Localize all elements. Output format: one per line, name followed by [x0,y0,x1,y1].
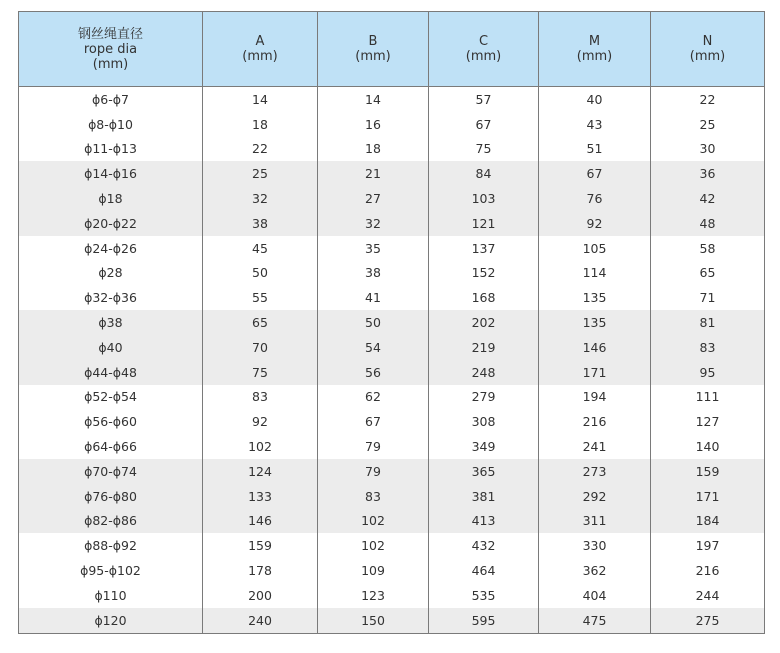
header-line: C [478,34,489,49]
n-cell: 22 [651,87,765,112]
n-cell: 36 [651,161,765,186]
rope-dia-cell: ϕ52-ϕ54 [19,385,203,410]
header-a [203,12,318,87]
n-cell: 30 [651,137,765,162]
table-row [19,261,765,286]
rope-dia-cell: ϕ76-ϕ80 [19,484,203,509]
c-cell: 84 [429,161,539,186]
rope-dia-cell: ϕ14-ϕ16 [19,161,203,186]
b-cell: 79 [318,459,429,484]
m-cell: 135 [539,310,651,335]
header-b [318,12,429,87]
header-line: (mm) [92,56,129,72]
m-cell: 292 [539,484,651,509]
c-cell: 137 [429,236,539,261]
a-cell: 83 [203,385,318,410]
b-cell: 38 [318,261,429,286]
c-cell: 121 [429,211,539,236]
table-row [19,509,765,534]
rope-dia-cell: ϕ28 [19,261,203,286]
header-m [539,12,651,87]
rope-dia-cell: ϕ110 [19,583,203,608]
rope-dia-cell: ϕ95-ϕ102 [19,558,203,583]
a-cell: 124 [203,459,318,484]
a-cell: 146 [203,509,318,534]
header-line: rope dia [83,41,138,57]
rope-dimension-table [18,11,765,634]
a-cell: 65 [203,310,318,335]
table-row [19,533,765,558]
table-row [19,583,765,608]
c-cell: 595 [429,608,539,633]
a-cell: 240 [203,608,318,633]
header-c [429,12,539,87]
m-cell: 92 [539,211,651,236]
table-row [19,608,765,633]
rope-dia-cell: ϕ82-ϕ86 [19,509,203,534]
c-cell: 279 [429,385,539,410]
m-cell: 51 [539,137,651,162]
header-line: (mm) [576,49,613,64]
m-cell: 330 [539,533,651,558]
b-cell: 35 [318,236,429,261]
m-cell: 241 [539,434,651,459]
m-cell: 362 [539,558,651,583]
rope-dia-cell: ϕ11-ϕ13 [19,137,203,162]
table-row [19,87,765,112]
a-cell: 14 [203,87,318,112]
table-row [19,434,765,459]
table-row [19,310,765,335]
b-cell: 56 [318,360,429,385]
header-n [651,12,765,87]
table-row [19,211,765,236]
table-row [19,484,765,509]
b-cell: 123 [318,583,429,608]
rope-dia-cell: ϕ24-ϕ26 [19,236,203,261]
b-cell: 16 [318,112,429,137]
b-cell: 79 [318,434,429,459]
a-cell: 75 [203,360,318,385]
table-row [19,161,765,186]
n-cell: 216 [651,558,765,583]
a-cell: 70 [203,335,318,360]
table-row [19,409,765,434]
n-cell: 48 [651,211,765,236]
a-cell: 18 [203,112,318,137]
m-cell: 171 [539,360,651,385]
rope-dia-cell: ϕ64-ϕ66 [19,434,203,459]
n-cell: 81 [651,310,765,335]
c-cell: 168 [429,285,539,310]
m-cell: 43 [539,112,651,137]
c-cell: 365 [429,459,539,484]
m-cell: 404 [539,583,651,608]
a-cell: 200 [203,583,318,608]
c-cell: 432 [429,533,539,558]
table-row [19,137,765,162]
header-line: (mm) [242,49,278,64]
n-cell: 275 [651,608,765,633]
table-row [19,558,765,583]
a-cell: 32 [203,186,318,211]
rope-dia-cell: ϕ120 [19,608,203,633]
c-cell: 308 [429,409,539,434]
a-cell: 22 [203,137,318,162]
table-row [19,360,765,385]
rope-dia-cell: ϕ40 [19,335,203,360]
c-cell: 67 [429,112,539,137]
header-rope-dia [19,12,203,87]
header-line: (mm) [689,49,726,64]
rope-dia-cell: ϕ88-ϕ92 [19,533,203,558]
n-cell: 171 [651,484,765,509]
n-cell: 65 [651,261,765,286]
c-cell: 535 [429,583,539,608]
a-cell: 38 [203,211,318,236]
b-cell: 21 [318,161,429,186]
b-cell: 54 [318,335,429,360]
header-line: N [702,34,713,49]
b-cell: 32 [318,211,429,236]
n-cell: 244 [651,583,765,608]
n-cell: 184 [651,509,765,534]
b-cell: 18 [318,137,429,162]
a-cell: 159 [203,533,318,558]
m-cell: 216 [539,409,651,434]
table-body [19,87,765,634]
table-row [19,285,765,310]
n-cell: 83 [651,335,765,360]
b-cell: 102 [318,509,429,534]
b-cell: 14 [318,87,429,112]
b-cell: 67 [318,409,429,434]
c-cell: 464 [429,558,539,583]
header-line: B [368,34,378,49]
rope-dia-cell: ϕ56-ϕ60 [19,409,203,434]
header-line: 钢丝绳直径 [77,26,143,42]
b-cell: 83 [318,484,429,509]
table-row [19,112,765,137]
c-cell: 202 [429,310,539,335]
a-cell: 178 [203,558,318,583]
n-cell: 127 [651,409,765,434]
n-cell: 95 [651,360,765,385]
n-cell: 58 [651,236,765,261]
rope-dimension-table-wrapper [18,11,765,634]
table-row [19,236,765,261]
b-cell: 150 [318,608,429,633]
n-cell: 42 [651,186,765,211]
n-cell: 71 [651,285,765,310]
rope-dia-cell: ϕ44-ϕ48 [19,360,203,385]
m-cell: 311 [539,509,651,534]
c-cell: 57 [429,87,539,112]
m-cell: 76 [539,186,651,211]
b-cell: 62 [318,385,429,410]
n-cell: 159 [651,459,765,484]
rope-dia-cell: ϕ6-ϕ7 [19,87,203,112]
m-cell: 475 [539,608,651,633]
header-line: (mm) [465,49,502,64]
m-cell: 40 [539,87,651,112]
c-cell: 219 [429,335,539,360]
header-row [19,12,765,87]
m-cell: 105 [539,236,651,261]
n-cell: 111 [651,385,765,410]
c-cell: 381 [429,484,539,509]
n-cell: 140 [651,434,765,459]
rope-dia-cell: ϕ38 [19,310,203,335]
a-cell: 133 [203,484,318,509]
m-cell: 135 [539,285,651,310]
header-line: M [588,34,601,49]
m-cell: 194 [539,385,651,410]
m-cell: 114 [539,261,651,286]
m-cell: 67 [539,161,651,186]
c-cell: 349 [429,434,539,459]
c-cell: 103 [429,186,539,211]
b-cell: 41 [318,285,429,310]
rope-dia-cell: ϕ32-ϕ36 [19,285,203,310]
c-cell: 75 [429,137,539,162]
c-cell: 248 [429,360,539,385]
b-cell: 102 [318,533,429,558]
a-cell: 45 [203,236,318,261]
c-cell: 413 [429,509,539,534]
a-cell: 50 [203,261,318,286]
rope-dia-cell: ϕ70-ϕ74 [19,459,203,484]
header-line: (mm) [355,49,391,64]
n-cell: 197 [651,533,765,558]
table-row [19,335,765,360]
rope-dia-cell: ϕ18 [19,186,203,211]
rope-dia-cell: ϕ20-ϕ22 [19,211,203,236]
b-cell: 27 [318,186,429,211]
table-row [19,459,765,484]
a-cell: 55 [203,285,318,310]
b-cell: 50 [318,310,429,335]
header-line: A [255,34,265,49]
a-cell: 92 [203,409,318,434]
a-cell: 25 [203,161,318,186]
b-cell: 109 [318,558,429,583]
table-row [19,186,765,211]
m-cell: 146 [539,335,651,360]
m-cell: 273 [539,459,651,484]
rope-dia-cell: ϕ8-ϕ10 [19,112,203,137]
table-row [19,385,765,410]
n-cell: 25 [651,112,765,137]
a-cell: 102 [203,434,318,459]
c-cell: 152 [429,261,539,286]
